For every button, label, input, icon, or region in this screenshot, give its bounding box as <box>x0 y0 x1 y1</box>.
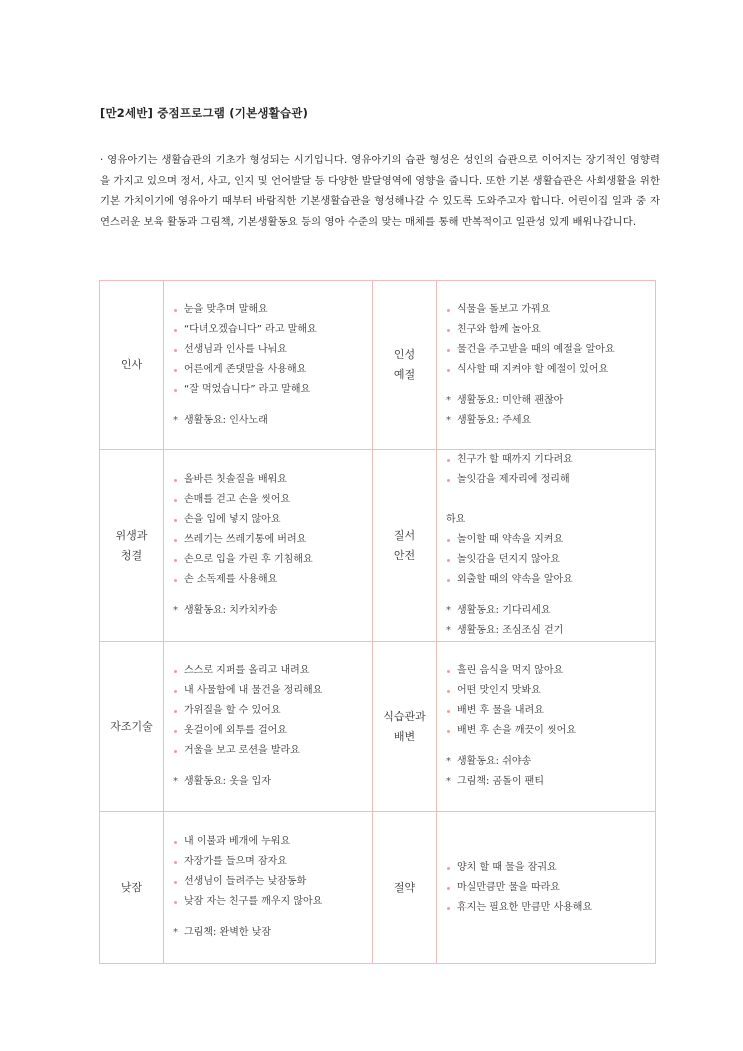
list-item: 물건을 주고받을 때의 예절을 알아요 <box>446 340 655 360</box>
self-help-list <box>164 642 373 812</box>
list-item: 내 사물함에 내 물건을 정리해요 <box>173 681 372 701</box>
hygiene-list <box>164 450 373 642</box>
table-row <box>100 812 656 964</box>
category-label: 인사 <box>120 358 143 371</box>
list-item: 마실만큼만 물을 따라요 <box>446 878 655 898</box>
category-label-line2: 배변 <box>393 729 416 743</box>
note-item: * 생활동요: 기다리세요 <box>446 601 655 621</box>
list-item: 낮잠 자는 친구를 깨우지 않아요 <box>173 892 372 912</box>
list-item: 식사할 때 지켜야 할 예절이 있어요 <box>446 360 655 380</box>
list-item: 친구와 함께 놀아요 <box>446 320 655 340</box>
category-order-safety <box>373 450 437 642</box>
list-item: 양치 할 때 물을 잠궈요 <box>446 858 655 878</box>
list-item: 배변 후 물을 내려요 <box>446 701 655 721</box>
list-item: 친구가 할 때까지 기다려요 <box>446 450 655 470</box>
list-item: 선생님과 인사를 나눠요 <box>173 340 372 360</box>
category-label-line1: 위생과 <box>115 528 148 542</box>
list-item: 쓰레기는 쓰레기통에 버려요 <box>173 530 372 550</box>
list-item: 휴지는 필요한 만큼만 사용해요 <box>446 898 655 918</box>
order-safety-list <box>437 450 656 642</box>
category-label-line2: 예절 <box>393 368 416 381</box>
note-item: * 생활동요: 인사노래 <box>173 411 372 431</box>
greeting-list <box>164 281 373 450</box>
intro-paragraph <box>100 150 660 232</box>
list-item: 외출할 때의 약속을 알아요 <box>446 570 655 590</box>
category-manners <box>373 281 437 450</box>
table-row <box>100 642 656 812</box>
list-item: 눈을 맞추며 말해요 <box>173 300 372 320</box>
list-item: 흘린 음식을 먹지 않아요 <box>446 661 655 681</box>
habits-table <box>99 280 656 964</box>
list-item: “다녀오겠습니다” 라고 말해요 <box>173 320 372 340</box>
list-item: 손매를 걷고 손을 씻어요 <box>173 490 372 510</box>
category-hygiene <box>100 450 164 642</box>
eating-toileting-list <box>437 642 656 812</box>
category-eating-toileting <box>373 642 437 812</box>
note-item: * 생활동요: 조심조심 걷기 <box>446 621 655 641</box>
list-item: 놀잇감을 던지지 않아요 <box>446 550 655 570</box>
category-label: 자조기술 <box>110 719 153 733</box>
note-item: * 생활동요: 쉬야송 <box>446 752 655 772</box>
list-item: 스스로 지퍼를 올리고 내려요 <box>173 661 372 681</box>
list-item: 옷걸이에 외투를 걸어요 <box>173 721 372 741</box>
table-row <box>100 450 656 642</box>
list-item: 가위질을 할 수 있어요 <box>173 701 372 721</box>
list-item: 손 소독제를 사용해요 <box>173 570 372 590</box>
category-greeting <box>100 281 164 450</box>
note-item: * 생활동요: 치카치카송 <box>173 601 372 621</box>
category-label-line2: 청결 <box>120 548 143 562</box>
category-label: 절약 <box>393 880 416 894</box>
category-self-help <box>100 642 164 812</box>
list-item: 손으로 입을 가린 후 기침해요 <box>173 550 372 570</box>
list-item: 놀이할 때 약속을 지켜요 <box>446 530 655 550</box>
category-saving <box>373 812 437 964</box>
list-item: 배변 후 손을 깨끗이 씻어요 <box>446 721 655 741</box>
list-item: 자장가를 들으며 잠자요 <box>173 852 372 872</box>
list-item: 식물을 돌보고 가꿔요 <box>446 300 655 320</box>
category-label-line1: 인성 <box>393 348 416 361</box>
list-item-continuation: 하요 <box>446 514 466 525</box>
note-item: * 생활동요: 주세요 <box>446 411 655 431</box>
category-label-line1: 질서 <box>393 528 416 542</box>
category-label-line1: 식습관과 <box>383 709 426 723</box>
note-item: * 생활동요: 옷을 입자 <box>173 772 372 792</box>
note-item: * 그림책: 완벽한 낮잠 <box>173 923 372 943</box>
nap-list <box>164 812 373 964</box>
list-item: 손을 입에 넣지 않아요 <box>173 510 372 530</box>
intro-text: · 영유아기는 생활습관의 기초가 형성되는 시기입니다. 영유아기의 습관 형성은 성인의 습관으로 이어지는 장기적인 영향력을 가지고 있으며 정서, 사고, 인지 및 언어발달 등 다양한 발달영역에 영향을 줍니다. 또한 기본 생활습관은 사회생활을 위한 기본 가치이기에 영유아기 때부터 바람직한 기본생활습관을 형성해나갈 수 있도록 도와주고자 합니다. 어린이집 일과 중 자연스러운 보육 활동과 그림책, 기본생활동요 등의 영아 수준의 맞는 매체를 통해 반복적이고 일관성 있게 배워나갑니다. <box>100 154 660 228</box>
list-item: 놀잇감을 제자리에 정리해 <box>446 470 655 490</box>
category-label-line2: 안전 <box>393 548 416 562</box>
list-item: 거울을 보고 로션을 발라요 <box>173 741 372 761</box>
list-item: 어떤 맛인지 맛봐요 <box>446 681 655 701</box>
note-item: * 생활동요: 미안해 괜찮아 <box>446 391 655 411</box>
table-row <box>100 281 656 450</box>
category-label: 낮잠 <box>120 880 143 894</box>
category-nap <box>100 812 164 964</box>
list-item: 어른에게 존댓말을 사용해요 <box>173 360 372 380</box>
note-item: * 그림책: 곰돌이 팬티 <box>446 772 655 792</box>
list-item: “잘 먹었습니다” 라고 말해요 <box>173 380 372 400</box>
page-title: [만2세반] 중점프로그램 (기본생활습관) <box>100 106 309 120</box>
saving-list <box>437 812 656 964</box>
list-item: 내 이불과 베개에 누워요 <box>173 832 372 852</box>
list-item: 선생님이 들려주는 낮잠동화 <box>173 872 372 892</box>
manners-list <box>437 281 656 450</box>
list-item: 올바른 칫솔질을 배워요 <box>173 470 372 490</box>
